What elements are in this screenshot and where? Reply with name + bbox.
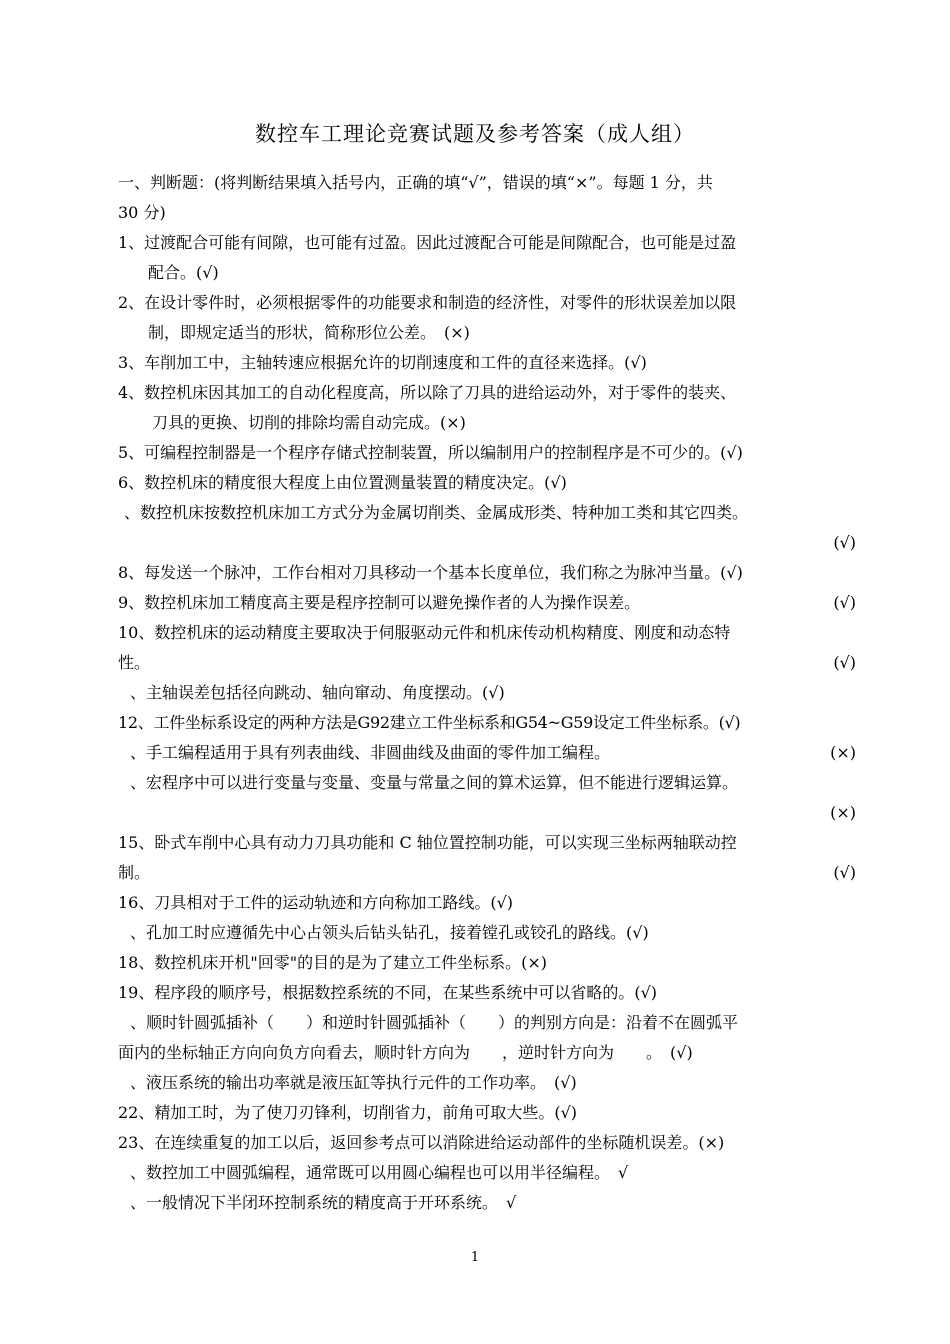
question-20 <box>118 1008 856 1068</box>
question-text: 5、可编程控制器是一个程序存储式控制装置，所以编制用户的控制程序是不可少的。(√) <box>118 443 743 462</box>
question-24 <box>118 1158 856 1188</box>
question-text: 4、数控机床因其加工的自动化程度高，所以除了刀具的进给运动外，对于零件的装夹、 <box>118 383 737 402</box>
question-11 <box>118 678 856 708</box>
question-1 <box>118 228 856 288</box>
question-4 <box>118 378 856 438</box>
question-text: 、宏程序中可以进行变量与变量、变量与常量之间的算术运算，但不能进行逻辑运算。 <box>130 773 739 792</box>
question-text: 、孔加工时应遵循先中心占领头后钻头钻孔，接着镗孔或铰孔的路线。(√) <box>130 923 649 942</box>
question-text-continued: 制，即规定适当的形状，简称形位公差。 (×) <box>148 323 470 342</box>
page-number: 1 <box>470 1250 480 1265</box>
question-text: 1、过渡配合可能有间隙，也可能有过盈。因此过渡配合可能是间隙配合，也可能是过盈 <box>118 233 737 252</box>
section-heading-line: 30 分) <box>118 203 166 222</box>
question-15 <box>118 828 856 888</box>
page-title: 数控车工理论竞赛试题及参考答案（成人组） <box>255 122 695 146</box>
answer-mark: (×) <box>830 803 856 822</box>
question-text: 、数控加工中圆弧编程，通常既可以用圆心编程也可以用半径编程。 √ <box>130 1163 629 1182</box>
question-23 <box>118 1128 856 1158</box>
question-text: 18、数控机床开机"回零"的目的是为了建立工件坐标系。(×) <box>118 953 547 972</box>
question-text: 、液压系统的输出功率就是液压缸等执行元件的工作功率。 (√) <box>130 1073 577 1092</box>
question-10 <box>118 618 856 678</box>
question-16 <box>118 888 856 918</box>
question-text: 12、工件坐标系设定的两种方法是G92建立工件坐标系和G54~G59设定工件坐标系。(√) <box>118 713 741 732</box>
question-text: 19、程序段的顺序号，根据数控系统的不同，在某些系统中可以省略的。(√) <box>118 983 658 1002</box>
document-body <box>118 168 856 1218</box>
answer-mark: (√) <box>833 533 856 552</box>
question-19 <box>118 978 856 1008</box>
question-text: 、主轴误差包括径向跳动、轴向窜动、角度摆动。(√) <box>130 683 505 702</box>
section-heading <box>118 168 856 228</box>
question-7 <box>118 498 856 558</box>
question-9 <box>118 588 856 618</box>
question-text: 、数控机床按数控机床加工方式分为金属切削类、金属成形类、特种加工类和其它四类。 <box>124 503 749 522</box>
question-14 <box>118 768 856 828</box>
question-3 <box>118 348 856 378</box>
question-12 <box>118 708 856 738</box>
question-text: 23、在连续重复的加工以后，返回参考点可以消除进给运动部件的坐标随机误差。(×) <box>118 1133 725 1152</box>
question-text: 8、每发送一个脉冲，工作台相对刀具移动一个基本长度单位，我们称之为脉冲当量。(√) <box>118 563 743 582</box>
question-text: 9、数控机床加工精度高主要是程序控制可以避免操作者的人为操作误差。 <box>118 593 641 612</box>
question-text-continued: 制。 <box>118 863 151 882</box>
question-22 <box>118 1098 856 1128</box>
question-text: 、手工编程适用于具有列表曲线、非圆曲线及曲面的零件加工编程。 <box>130 743 611 762</box>
question-text-continued: 性。 <box>118 653 151 672</box>
question-text: 3、车削加工中，主轴转速应根据允许的切削速度和工件的直径来选择。(√) <box>118 353 647 372</box>
question-25 <box>118 1188 856 1218</box>
question-text: 10、数控机床的运动精度主要取决于伺服驱动元件和机床传动机构精度、刚度和动态特 <box>118 623 731 642</box>
answer-mark: (√) <box>833 593 856 612</box>
question-text-continued: 面内的坐标轴正方向向负方向看去，顺时针方向为 ，逆时针方向为 。 (√) <box>118 1043 693 1062</box>
question-text-row <box>118 858 856 888</box>
question-text: 6、数控机床的精度很大程度上由位置测量装置的精度决定。(√) <box>118 473 567 492</box>
question-text: 2、在设计零件时，必须根据零件的功能要求和制造的经济性，对零件的形状误差加以限 <box>118 293 737 312</box>
answer-mark: (×) <box>830 743 856 762</box>
question-8 <box>118 558 856 588</box>
question-21 <box>118 1068 856 1098</box>
question-text-continued: 配合。(√) <box>148 263 219 282</box>
question-18 <box>118 948 856 978</box>
question-5 <box>118 438 856 468</box>
question-2 <box>118 288 856 348</box>
question-6 <box>118 468 856 498</box>
question-text: 、一般情况下半闭环控制系统的精度高于开环系统。 √ <box>130 1193 517 1212</box>
question-text: 、顺时针圆弧插补（ ）和逆时针圆弧插补（ ）的判别方向是：沿着不在圆弧平 <box>130 1013 739 1032</box>
answer-mark: (√) <box>833 653 856 672</box>
question-text: 15、卧式车削中心具有动力刀具功能和 C 轴位置控制功能，可以实现三坐标两轴联动控 <box>118 833 737 852</box>
section-heading-line: 一、判断题：(将判断结果填入括号内，正确的填“√”，错误的填“×”。每题 1 分，共 <box>118 173 713 192</box>
question-text-row <box>118 648 856 678</box>
question-17 <box>118 918 856 948</box>
question-text: 22、精加工时，为了使刀刃锋利，切削省力，前角可取大些。(√) <box>118 1103 578 1122</box>
answer-mark: (√) <box>833 863 856 882</box>
question-text-continued: 刀具的更换、切削的排除均需自动完成。(×) <box>152 413 466 432</box>
question-13 <box>118 738 856 768</box>
question-text: 16、刀具相对于工件的运动轨迹和方向称加工路线。(√) <box>118 893 514 912</box>
